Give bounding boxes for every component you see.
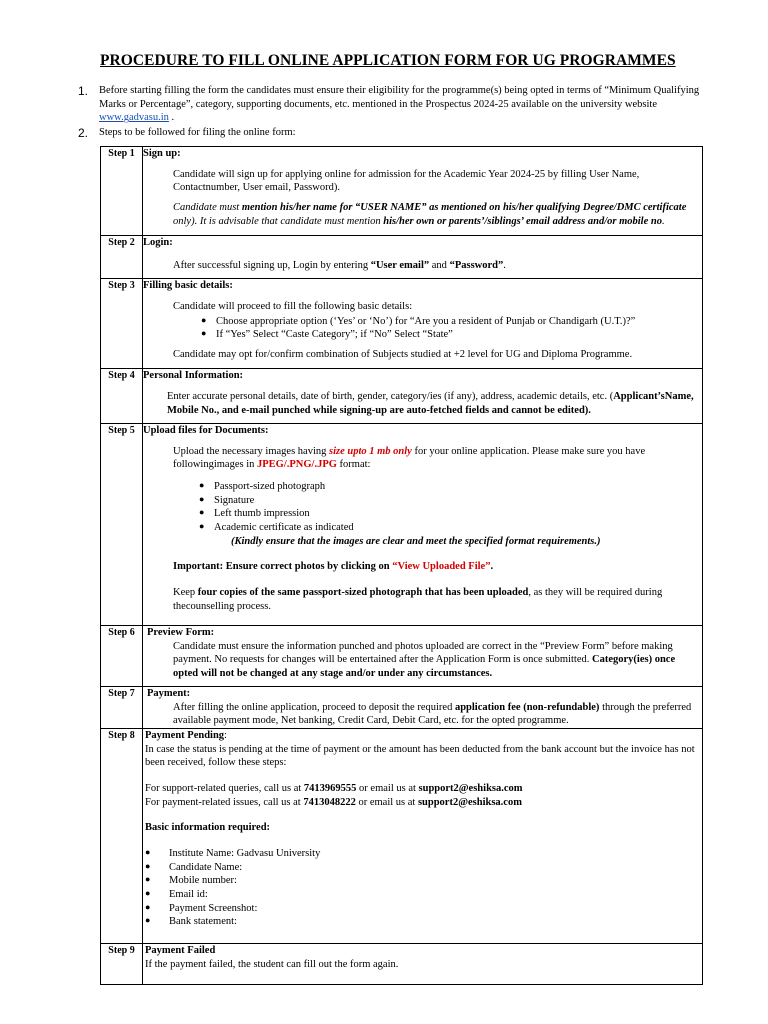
- list-item: ● Signature: [199, 494, 702, 508]
- intro-number-1: 1.: [78, 84, 89, 98]
- step-content: [143, 729, 703, 944]
- text-run-bold: “Password”: [449, 259, 504, 271]
- text-run: Candidate must ensure the information punched and photos uploaded are correct in the “Preview Form” before making payment. No requests for changes will be entertained after the Application Form is once submitted.: [173, 640, 673, 666]
- step-paragraph: [167, 390, 702, 417]
- step-title: Payment:: [147, 688, 191, 700]
- step-label: Step 3: [101, 279, 143, 369]
- step-content: [143, 687, 703, 729]
- step-paragraph: [173, 586, 702, 613]
- step-row-6: [101, 626, 703, 687]
- step-content: [143, 626, 703, 687]
- text-run: For payment-related issues, call us at: [145, 796, 304, 808]
- text-run: and: [429, 259, 450, 271]
- text-run-bold: Payment Pending: [145, 730, 225, 742]
- intro-item-2-text: Steps to be followed for filing the online form:: [99, 126, 296, 138]
- document-title: PROCEDURE TO FILL ONLINE APPLICATION FORM FOR UG PROGRAMMES: [100, 52, 676, 69]
- text-run: only). It is advisable that candidate must mention: [173, 215, 384, 227]
- step-label: Step 8: [101, 729, 143, 944]
- step-label: Step 4: [101, 369, 143, 424]
- list-item: ● Institute Name: Gadvasu University: [145, 847, 702, 861]
- text-run: , as they will be required during thecounselling process.: [173, 586, 663, 612]
- step-note: [173, 201, 702, 228]
- payment-contact: [145, 796, 702, 810]
- text-run: Enter accurate personal details, date of birth, gender, category/ies (if any), address, academic details, etc. (: [167, 390, 614, 402]
- text-run: .: [661, 215, 665, 227]
- step-row-8: [101, 729, 703, 944]
- step-content: [143, 279, 703, 369]
- list-item: ● Passport-sized photograph: [199, 480, 702, 494]
- step-title: Upload files for Documents:: [143, 425, 269, 437]
- intro-number-2: 2.: [78, 125, 89, 140]
- list-item: ● Academic certificate as indicated: [199, 521, 702, 535]
- step-note: (Kindly ensure that the images are clear and meet the specified format requirements.): [231, 535, 601, 547]
- step-title: Login:: [143, 237, 173, 248]
- step-content: [143, 424, 703, 626]
- step-important: [173, 560, 702, 574]
- list-item: ● If “Yes” Select “Caste Category”; if “No” Select “State”: [201, 328, 702, 342]
- intro-item-1: [78, 84, 718, 125]
- step-paragraph: In case the status is pending at the time of payment or the amount has been deducted from the bank account but the invoice has not been received, follow these steps:: [145, 743, 695, 769]
- list-item: ● Mobile number:: [145, 874, 702, 888]
- step-row-4: [101, 369, 703, 424]
- step-content: [143, 369, 703, 424]
- step-title: Sign up:: [143, 148, 181, 159]
- support-phone[interactable]: 7413969555: [303, 783, 357, 795]
- text-run: .: [503, 259, 506, 271]
- text-run-bold: four copies of the same passport-sized photograph that has been uploaded: [197, 586, 529, 598]
- text-run-red: “View Uploaded File”: [392, 561, 491, 573]
- text-run: :: [224, 730, 227, 742]
- intro-item-1-text: Before starting filling the form the candidates must ensure their eligibility for the programme(s) being opted in terms of “Minimum Qualifying Marks or Percentage”, category, supporting documents, etc. mentioned in the Prospectus 2024-25 available on the university website: [99, 85, 700, 110]
- step-row-7: [101, 687, 703, 729]
- step-content: [143, 944, 703, 985]
- step-row-2: [101, 236, 703, 279]
- payment-email[interactable]: support2@eshiksa.com: [417, 796, 522, 808]
- step-label: Step 2: [101, 236, 143, 279]
- text-run-bold: “User email”: [370, 259, 430, 271]
- text-run-bold: Applicant’sName, Mobile No., and e-mail punched while signing-up are auto-fetched fields and cannot be edited).: [167, 390, 694, 416]
- intro-item-1-end: .: [168, 112, 175, 124]
- text-run: .: [490, 561, 494, 573]
- text-run: format:: [336, 459, 371, 471]
- list-item: ● Candidate Name:: [145, 861, 702, 875]
- step-label: Step 9: [101, 944, 143, 985]
- text-run: through the preferred available payment mode, Net banking, Credit Card, Debit Card, etc. for the opted programme.: [173, 701, 692, 727]
- step-paragraph: Candidate may opt for/confirm combination of Subjects studied at +2 level for UG and Diploma Programme.: [173, 348, 633, 360]
- step-row-5: [101, 424, 703, 626]
- text-run: Candidate must: [173, 201, 242, 213]
- list-item: ● Choose appropriate option (‘Yes’ or ‘No’) for “Are you a resident of Punjab or Chandigarh (U.T.)?”: [201, 315, 702, 329]
- step-content: [143, 236, 703, 279]
- step-title: Personal Information:: [143, 370, 244, 382]
- text-run: Keep: [173, 586, 198, 598]
- text-run: or email us at: [356, 783, 419, 795]
- text-run: After filling the online application, proceed to deposit the required: [173, 701, 455, 713]
- text-run-bold: mention his/her name for “USER NAME” as mentioned on his/her qualifying Degree/DMC certificate: [241, 201, 687, 213]
- step-title: Filling basic details:: [143, 280, 233, 292]
- step-paragraph: [173, 445, 702, 472]
- step-label: Step 7: [101, 687, 143, 729]
- list-item: ● Bank statement:: [145, 915, 702, 929]
- step-label: Step 1: [101, 147, 143, 236]
- steps-table: [100, 146, 703, 985]
- list-item: ● Email id:: [145, 888, 702, 902]
- step-paragraph: If the payment failed, the student can fill out the form again.: [145, 958, 399, 970]
- text-run-red: size upto 1 mb only: [329, 445, 412, 457]
- step-row-1: [101, 147, 703, 236]
- bullet-list: [145, 847, 702, 929]
- basic-info-title: Basic information required:: [145, 822, 271, 834]
- step-label: Step 5: [101, 424, 143, 626]
- step-label: Step 6: [101, 626, 143, 687]
- text-run: Important: Ensure correct photos by clicking on: [173, 561, 393, 573]
- text-run-red: JPEG/.PNG/.JPG: [257, 459, 337, 471]
- step-title: Preview Form:: [147, 627, 215, 639]
- text-run: Upload the necessary images having: [173, 445, 329, 457]
- step-paragraph: [173, 640, 702, 681]
- step-title: Payment Failed: [145, 945, 216, 957]
- payment-phone[interactable]: 7413048222: [303, 796, 356, 808]
- bullet-list: [201, 315, 702, 342]
- bullet-list: [199, 480, 702, 535]
- list-item: ● Left thumb impression: [199, 507, 702, 521]
- text-run: After successful signing up, Login by entering: [173, 259, 371, 271]
- step-paragraph: [173, 259, 702, 273]
- university-website-link[interactable]: www.gadvasu.in: [99, 112, 169, 124]
- text-run: for your online application. Please make sure you have followingimages in: [173, 445, 646, 471]
- intro-item-2: [78, 126, 718, 140]
- step-row-3: [101, 279, 703, 369]
- text-run: or email us at: [355, 796, 418, 808]
- step-paragraph: [173, 701, 702, 728]
- step-title: [145, 729, 702, 743]
- step-content: [143, 147, 703, 236]
- support-email[interactable]: support2@eshiksa.com: [418, 783, 523, 795]
- list-item: ● Payment Screenshot:: [145, 902, 702, 916]
- text-run-bold: Category(ies) once opted will not be changed at any stage and/or under any circumstances.: [173, 654, 676, 680]
- step-paragraph: Candidate will sign up for applying online for admission for the Academic Year 2024-25 by filling User Name, Contactnumber, User email, Password).: [173, 168, 640, 194]
- step-row-9: [101, 944, 703, 985]
- step-paragraph: Candidate will proceed to fill the following basic details:: [173, 300, 413, 312]
- text-run-bold: his/her own or parents’/siblings’ email address and/or mobile no: [383, 215, 662, 227]
- text-run: For support-related queries, call us at: [145, 783, 304, 795]
- text-run-bold: application fee (non-refundable): [454, 701, 600, 713]
- intro-list: [78, 84, 718, 141]
- support-contact: [145, 782, 702, 796]
